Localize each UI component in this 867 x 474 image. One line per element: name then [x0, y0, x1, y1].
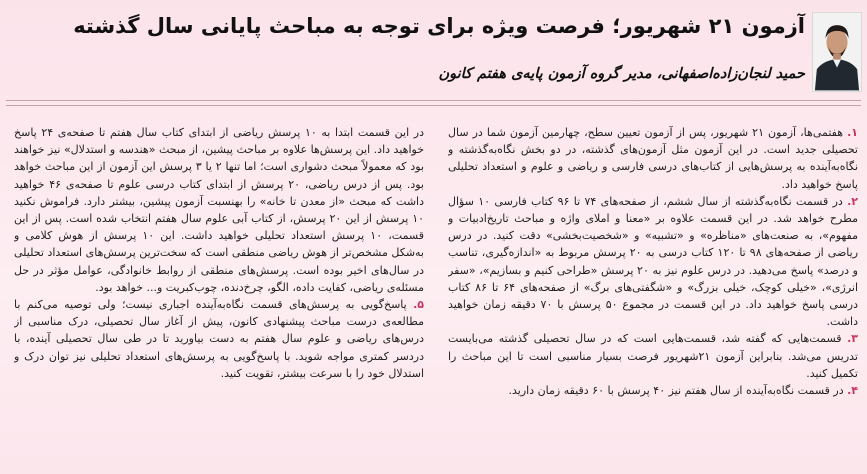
paragraph-number: ۱. — [847, 126, 858, 139]
paragraph-2 — [448, 193, 858, 331]
paragraph-1 — [448, 124, 858, 193]
article-headline: آزمون ۲۱ شهریور؛ فرصت ویژه برای توجه به مباحث پایانی سال گذشته — [73, 14, 805, 38]
author-portrait-icon — [813, 13, 861, 91]
paragraph-text: در این قسمت ابتدا به ۱۰ پرسش ریاضی از ابتدای کتاب سال هفتم تا صفحه‌ی ۲۴ پاسخ خواهید داد. این پرسش‌ها علاوه بر مباحث پیشین، از مبحث «هندسه و استدلال» نیز خواهند بود که معمولاً مبحث دشواری است؛ اما تنها ۲ یا ۳ پرسش این آزمون از این مباحث خواهد بود. پس از درس ریاضی، ۲۰ پرسش از ابتدای کتاب درسی علوم تا صفحه‌ی ۴۶ خواهید داشت که مبحث «از معدن تا خانه» را بهنسبت آزمون پیشین، بیشتر دارد. فراموش نکنید ۱۰ پرسش از این ۲۰ پرسش، از کتاب آبی علوم سال هفتم انتخاب شده است. پس از این قسمت، ۱۰ پرسش استعداد تحلیلی خواهید داشت. این ۱۰ پرسش از هوش کلامی و به‌شکل مشخص‌تر از هوش ریاضی منطقی است که سخت‌ترین پرسش‌های استعداد تحلیلی در سال‌های اخیر بوده است. پرسش‌های منطقی از روابط خانوادگی، عوامل مؤثر در حل مسئله‌ی ریاضی، کفایت داده، الگو، چرخ‌دنده، چوب‌کبریت و... خواهد بود. — [14, 126, 424, 294]
paragraph-number: ۵. — [413, 298, 424, 312]
paragraph-text: هفتمی‌ها، آزمون ۲۱ شهریور، پس از آزمون تعیین سطح، چهارمین آزمون شما در سال تحصیلی جدید است. در این آزمون مثل آزمون‌های گذشته، در دو بخش نگاه‌به‌گذشته و نگاه‌به‌آینده به پرسش‌هایی از کتاب‌های درسی فارسی و ریاضی و علوم و استعداد تحلیلی پاسخ خواهید داد. — [448, 126, 858, 191]
paragraph-text: در قسمت نگاه‌به‌آینده از سال هفتم نیز ۴۰ پرسش با ۶۰ دقیقه زمان دارید. — [508, 384, 848, 398]
header-divider — [6, 100, 861, 106]
paragraph-number: ۴. — [847, 384, 858, 398]
paragraph-text: قسمت‌هایی که گفته شد، قسمت‌هایی است که در سال تحصیلی گذشته می‌بایست تدریس می‌شد. بنابراین آزمون ۲۱شهریور فرصت بسیار مناسبی است تا این مباحث را تکمیل کنید. — [448, 332, 858, 380]
paragraph-text: در قسمت نگاه‌به‌گذشته از سال ششم، از صفحه‌های ۷۴ تا ۹۶ کتاب فارسی ۱۰ سؤال مطرح خواهد شد. در این قسمت علاوه بر «معنا و املای واژه و مباحث تاریخ‌ادبیات و مفهوم»، به صنعت‌های «مناظره» و «تشبیه» و «شخصیت‌بخشی» دقت کنید. در درس ریاضی از صفحه‌های ۹۸ تا ۱۲۰ کتاب درسی به ۲۰ پرسش مربوط به «اندازه‌گیری، تناسب و درصد» پاسخ می‌دهید. در درس علوم نیز به ۲۰ پرسش «طراحی کنیم و بسازیم»، «سفر انرژی»، «خیلی کوچک، خیلی بزرگ» و «شگفتی‌های برگ» از صفحه‌های ۶۴ تا ۸۶ کتاب درسی پاسخ خواهید داد. در این قسمت در مجموع ۵۰ پرسش با ۷۰ دقیقه زمان خواهید داشت. — [448, 194, 858, 329]
paragraph-5 — [14, 296, 424, 382]
paragraph-3 — [448, 330, 858, 382]
paragraph-number: ۳. — [847, 332, 858, 346]
paragraph-text: پاسخ‌گویی به پرسش‌های قسمت نگاه‌به‌آینده اجباری نیست؛ ولی توصیه می‌کنم با مطالعه‌ی درست مباحث پیشنهادی کانون، پیش از آغاز سال تحصیلی، درک مناسبی از درس‌های ریاضی و علوم سال هفتم به دست بیاورید تا در طی سال تحصیلی آینده، با دردسر کمتری مواجه شوید. با پاسخ‌گویی به پرسش‌های استعداد تحلیلی نیز توان درک و استدلال خود را با سرعت بیشتر، تقویت کنید. — [14, 298, 424, 380]
author-photo — [812, 12, 862, 92]
paragraph-number: ۲. — [847, 194, 858, 208]
right-column — [448, 124, 858, 469]
paragraph-continued — [14, 124, 424, 296]
paragraph-4 — [448, 382, 858, 399]
article-byline: حمید لنجان‌زاده‌اصفهانی، مدیر گروه آزمون پایه‌ی هفتم کانون — [438, 65, 805, 82]
left-column — [14, 124, 424, 469]
